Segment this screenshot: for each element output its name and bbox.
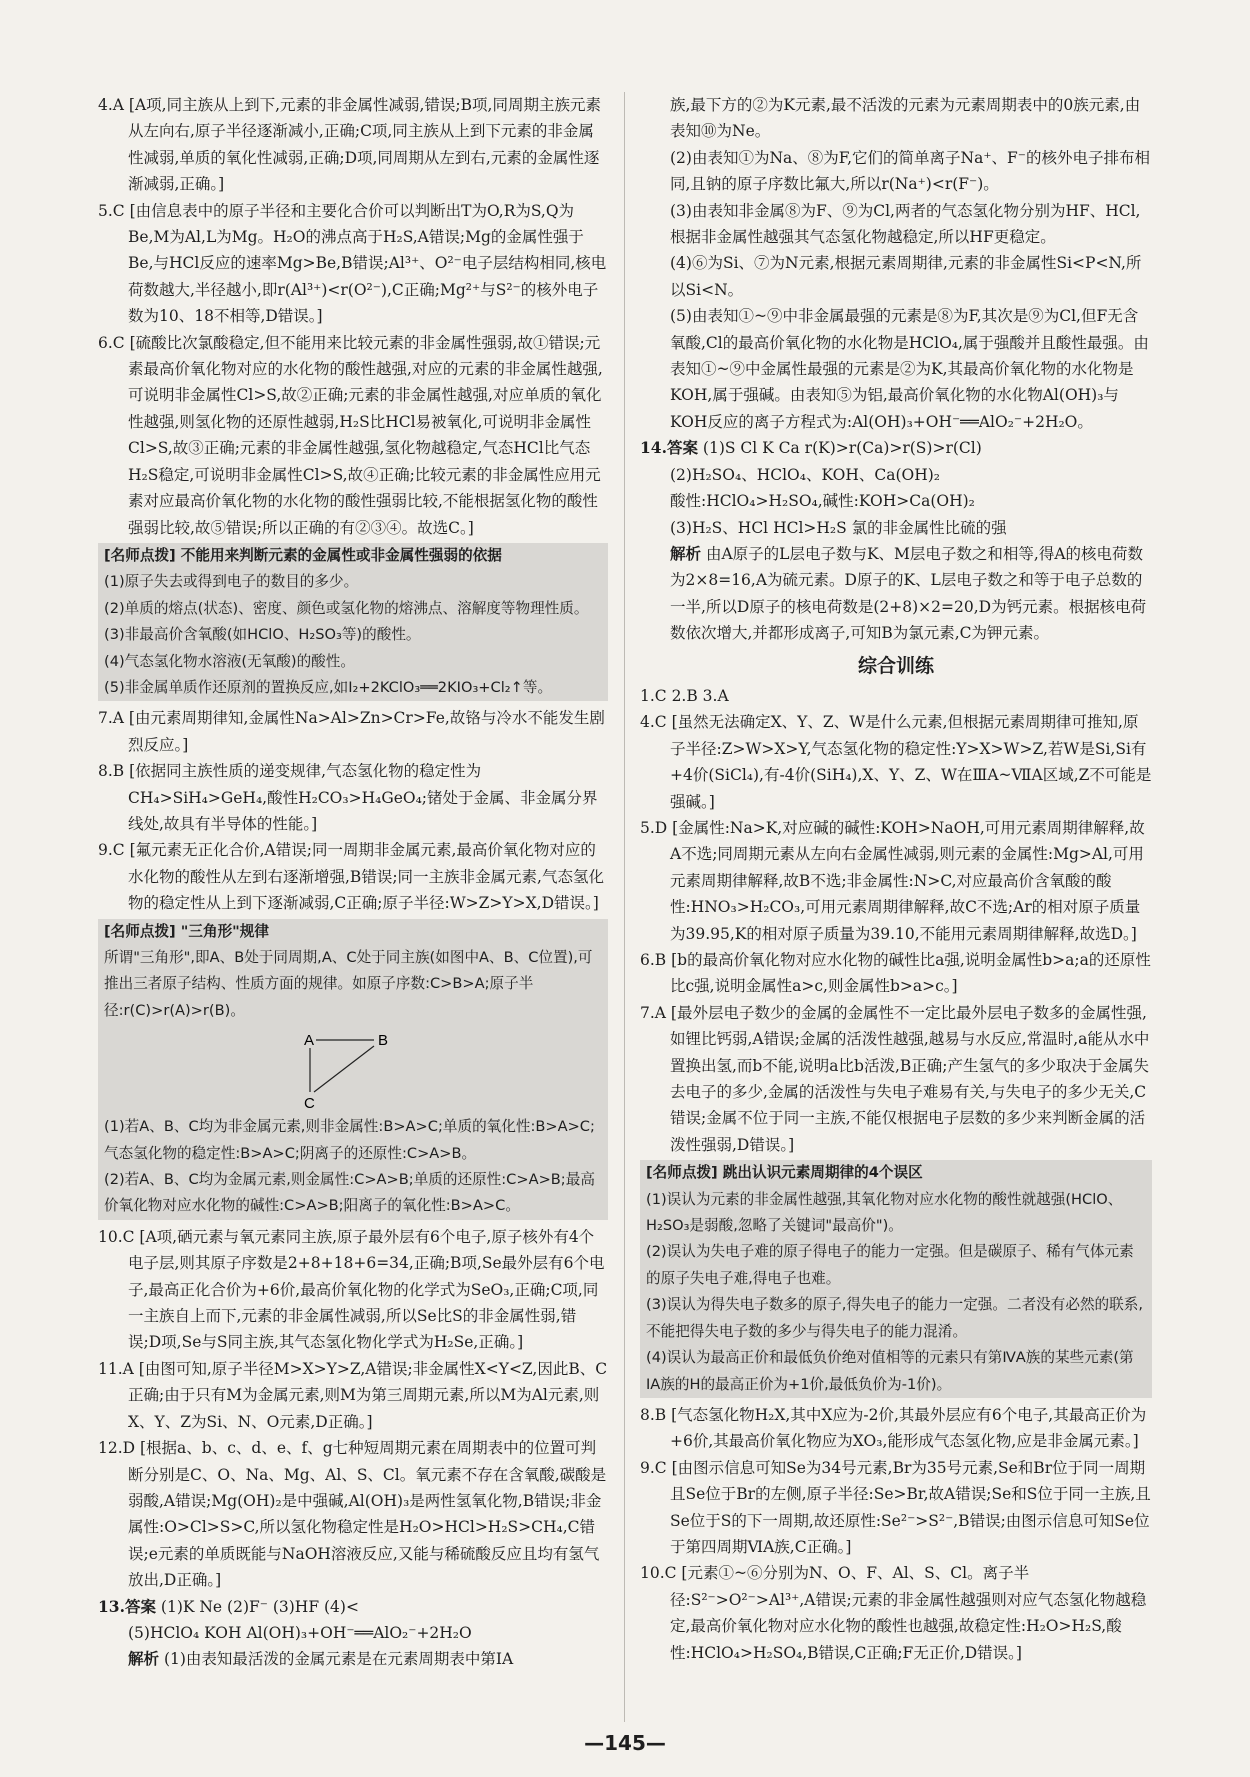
tip-box-misconceptions xyxy=(640,1160,1152,1398)
page-number: —145— xyxy=(584,1731,666,1755)
tip-line: (3)非最高价含氧酸(如HClO、H₂SO₃等)的酸性。 xyxy=(104,626,421,644)
tip-box-title: [名师点拨] 不能用来判断元素的金属性或非金属性强弱的依据 xyxy=(104,546,502,564)
answer-14-part1: (1)S Cl K Ca r(K)>r(Ca)>r(S)>r(Cl) xyxy=(702,439,982,458)
right-column xyxy=(640,92,1152,1666)
triangle-label-b: B xyxy=(378,1032,389,1050)
answer-14-line: (3)H₂S、HCl HCl>H₂S 氯的非金属性比硫的强 xyxy=(670,518,1007,537)
tip-intro: 所谓"三角形",即A、B处于同周期,A、C处于同主族(如图中A、B、C位置),可推出三者原子结构、性质方面的规律。如原子序数:C>B>A;原子半径:r(C)>r(A)>r(B)。 xyxy=(104,949,593,1019)
answer-14-line: 酸性:HClO₄>H₂SO₄,碱性:KOH>Ca(OH)₂ xyxy=(670,492,975,511)
analysis-label: 解析 xyxy=(128,1649,160,1669)
answer-13-continued: (3)由表知非金属⑧为F、⑨为Cl,两者的气态氢化物分别为HF、HCl,根据非金属性越强其气态氢化物越稳定,所以HF更稳定。 xyxy=(670,201,1141,247)
answer-13-continued: (5)由表知①~⑨中非金属最强的元素是⑧为F,其次是⑨为Cl,但F无含氧酸,Cl的最高价氧化物的水化物是HClO₄,属于强酸并且酸性最强。由表知①~⑨中金属性最强的元素是②为K,其最高价氧化物的水化物是KOH,属于强碱。由表知⑤为铝,最高价氧化物的水化物Al(OH)₃与KOH反应的离子方程式为:Al(OH)₃+OH⁻══AlO₂⁻+2H₂O。 xyxy=(670,307,1149,431)
answer-13-continued: (4)⑥为Si、⑦为N元素,根据元素周期律,元素的非金属性Si<P<N,所以Si<N。 xyxy=(670,254,1142,299)
answer-8: 8.B [依据同主族性质的递变规律,气态氢化物的稳定性为CH₄>SiH₄>GeH₄,酸性H₂CO₃>H₄GeO₄;锗处于金属、非金属分界线处,故具有半导体的性能。] xyxy=(98,762,598,833)
section-title: 综合训练 xyxy=(857,654,934,677)
tip-box-triangle-rule xyxy=(98,919,608,1220)
analysis-text: 由A原子的L层电子数与K、M层电子数之和相等,得A的核电荷数为2×8=16,A为硫元素。D原子的K、L层电子数之和等于电子总数的一半,所以D原子的核电荷数是(2+8)×2=20,D为钙元素。根据核电荷数依次增大,并都形成离子,可知B为氯元素,C为钾元素。 xyxy=(670,544,1147,643)
answer-13-continued: (2)由表知①为Na、⑧为F,它们的简单离子Na⁺、F⁻的核外电子排布相同,且钠的原子序数比氟大,所以r(Na⁺)<r(F⁻)。 xyxy=(670,148,1150,194)
tip-box-judgement-basis xyxy=(98,543,608,701)
tip-line: (2)若A、B、C均为金属元素,则金属性:C>A>B;单质的还原性:C>A>B;最高价氧化物对应水化物的碱性:C>A>B;阳离子的氧化性:B>A>C。 xyxy=(104,1171,595,1215)
column-divider xyxy=(624,92,625,1722)
tip-line: (2)误认为失电子难的原子得电子的能力一定强。但是碳原子、稀有气体元素的原子失电子难,得电子也难。 xyxy=(646,1243,1134,1287)
answer-13-line2: (5)HClO₄ KOH Al(OH)₃+OH⁻══AlO₂⁻+2H₂O xyxy=(128,1623,472,1642)
tip-line: (5)非金属单质作还原剂的置换反应,如I₂+2KClO₃══2KIO₃+Cl₂↑等。 xyxy=(104,678,553,696)
tip-line: (1)若A、B、C均为非金属元素,则非金属性:B>A>C;单质的氧化性:B>A>C;气态氢化物的稳定性:B>A>C;阴离子的还原性:C>A>B。 xyxy=(104,1118,595,1162)
answer-6: 6.C [硫酸比次氯酸稳定,但不能用来比较元素的非金属性强弱,故①错误;元素最高价氧化物对应的水化物的酸性越强,对应的元素的非金属性越强,可说明非金属性Cl>S,故②正确;元素的非金属性越强,对应单质的氧化性越强,则氢化物的还原性越弱,H₂S比HCl易被氧化,可说明非金属性Cl>S,故③正确;元素的非金属性越强,氢化物越稳定,气态HCl比气态H₂S稳定,可说明非金属性Cl>S,故④正确;比较元素的非金属性应用元素对应最高价氧化物的水化物的酸性强弱比较,不能根据氢化物的酸性强弱比较,故⑤错误;所以正确的有②③④。故选C。] xyxy=(98,333,603,537)
answer-14-analysis xyxy=(640,541,1152,647)
tip-box-title: [名师点拨] "三角形"规律 xyxy=(104,922,269,940)
left-column xyxy=(98,92,608,1673)
answer-14-line1 xyxy=(640,435,1152,461)
answer-s7: 7.A [最外层电子数少的金属的金属性不一定比最外层电子数多的金属性强,如锂比钙弱,A错误;金属的活泼性越强,越易与水反应,常温时,a能从水中置换出氢,而b不能,说明a比b活泼,B正确;产生氢气的多少取决于金属失去电子的多少,金属的活泼性与失电子难易有关,与失电子的多少无关,C错误;金属不位于同一主族,不能仅根据电子层数的多少来判断金属的活泼性强弱,D错误。] xyxy=(640,1003,1150,1154)
triangle-label-a: A xyxy=(304,1032,315,1050)
answer-10: 10.C [A项,硒元素与氧元素同主族,原子最外层有6个电子,原子核外有4个电子层,则其原子序数是2+8+18+6=34,正确;B项,Se最外层有6个电子,最高正化合价为+6价,最高价氧化物的化学式为SeO₃,正确;C项,同一主族自上而下,元素的非金属性减弱,所以Se比S的非金属性弱,错误;D项,Se与S同主族,其气态氢化物化学式为H₂Se,正确。] xyxy=(98,1227,605,1352)
answer-12: 12.D [根据a、b、c、d、e、f、g七种短周期元素在周期表中的位置可判断分别是C、O、Na、Mg、Al、S、Cl。氧元素不存在含氧酸,碳酸是弱酸,A错误;Mg(OH)₂是中强碱,Al(OH)₃是两性氢氧化物,B错误;非金属性:O>Cl>S>C,所以氢化物稳定性是H₂O>HCl>H₂S>CH₄,C错误;e元素的单质既能与NaOH溶液反应,又能与稀硫酸反应且均有氢气放出,D正确。] xyxy=(98,1439,607,1590)
answer-14-label: 14.答案 xyxy=(640,438,698,458)
tip-line: (3)误认为得失电子数多的原子,得失电子的能力一定强。二者没有必然的联系,不能把得失电子数的多少与得失电子的能力混淆。 xyxy=(646,1296,1143,1340)
answer-s5: 5.D [金属性:Na>K,对应碱的碱性:KOH>NaOH,可用元素周期律解释,故A不选;同周期元素从左向右金属性减弱,则元素的金属性:Mg>Al,可用元素周期律解释,故B不选;非金属性:N>C,对应最高价含氧酸的酸性:HNO₃>H₂CO₃,可用元素周期律解释,故C不选;Ar的相对原子质量为39.95,K的相对原子质量为39.10,不能用元素周期律解释,故选D。] xyxy=(640,818,1145,943)
answer-14-line: (2)H₂SO₄、HClO₄、KOH、Ca(OH)₂ xyxy=(670,465,941,484)
answer-13-continued: 族,最下方的②为K元素,最不活泼的元素为元素周期表中的0族元素,由表知⑩为Ne。 xyxy=(670,96,1141,141)
answer-9: 9.C [氟元素无正化合价,A错误;同一周期非金属元素,最高价氧化物对应的水化物的酸性从左到右逐渐增强,B错误;同一主族非金属元素,气态氢化物的稳定性从上到下逐渐减弱,C正确;原子半径:W>Z>Y>X,D错误。] xyxy=(98,841,604,913)
answer-s9: 9.C [由图示信息可知Se为34号元素,Br为35号元素,Se和Br位于同一周期且Se位于Br的左侧,原子半径:Se>Br,故A错误;Se和S位于同一主族,且Se位于S的下一周期,故还原性:Se²⁻>S²⁻,B错误;由图示信息可知Se位于第四周期ⅥA族,C正确。] xyxy=(640,1458,1151,1556)
tip-box-title: [名师点拨] 跳出认识元素周期律的4个误区 xyxy=(646,1164,923,1182)
answer-5: 5.C [由信息表中的原子半径和主要化合价可以判断出T为O,R为S,Q为Be,M为Al,L为Mg。H₂O的沸点高于H₂S,A错误;Mg的金属性强于Be,与HCl反应的速率Mg>Be,B错误;Al³⁺、O²⁻电子层结构相同,核电荷数越大,半径越小,即r(Al³⁺)<r(O²⁻),C正确;Mg²⁺与S²⁻的核外电子数为10、18不相等,D错误。] xyxy=(98,201,607,326)
tip-line: (4)气态氢化物水溶液(无氧酸)的酸性。 xyxy=(104,652,355,670)
answer-4: 4.A [A项,同主族从上到下,元素的非金属性减弱,错误;B项,同周期主族元素从左向右,原子半径逐渐减小,正确;C项,同主族从上到下元素的非金属性减弱,单质的氧化性减弱,正确;D项,同周期从左到右,元素的金属性逐渐减弱,正确。] xyxy=(98,96,601,194)
answer-s6: 6.B [b的最高价氧化物对应水化物的碱性比a强,说明金属性b>a;a的还原性比c强,说明金属性a>c,则金属性b>a>c。] xyxy=(640,951,1151,996)
tip-line: (4)误认为最高正价和最低负价绝对值相等的元素只有第ⅣA族的某些元素(第ⅠA族的H的最高正价为+1价,最低负价为-1价)。 xyxy=(646,1349,1134,1393)
triangle-diagram xyxy=(294,1026,404,1112)
answer-s10: 10.C [元素①~⑥分别为N、O、F、Al、S、Cl。离子半径:S²⁻>O²⁻>Al³⁺,A错误;元素的非金属性越强则对应气态氢化物越稳定,最高价氧化物对应水化物的酸性也越强,故稳定性:H₂O>H₂S,酸性:HClO₄>H₂SO₄,B错误,C正确;F无正价,D错误。] xyxy=(640,1564,1147,1662)
answer-11: 11.A [由图可知,原子半径M>X>Y>Z,A错误;非金属性X<Y<Z,因此B、C正确;由于只有M为金属元素,则M为第三周期元素,所以M为Al元素,则X、Y、Z为Si、N、O元素,D正确。] xyxy=(98,1359,608,1431)
analysis-label: 解析 xyxy=(670,543,702,563)
answer-s8: 8.B [气态氢化物H₂X,其中X应为-2价,其最外层应有6个电子,其最高正价为+6价,其最高价氧化物应为XO₃,能形成气态氢化物,应是非金属元素。] xyxy=(640,1405,1147,1451)
answer-13-label: 13.答案 xyxy=(98,1596,156,1616)
answer-7: 7.A [由元素周期律知,金属性Na>Al>Zn>Cr>Fe,故铬与冷水不能发生剧烈反应。] xyxy=(98,709,605,754)
answer-13-analysis xyxy=(98,1646,608,1672)
answer-s4: 4.C [虽然无法确定X、Y、Z、W是什么元素,但根据元素周期律可推知,原子半径:Z>W>X>Y,气态氢化物的稳定性:Y>X>W>Z,若W是Si,Si有+4价(SiCl₄),有-4价(SiH₄),X、Y、Z、W在ⅢA~ⅦA区域,Z不可能是强碱。] xyxy=(640,713,1152,811)
answer-13-line1 xyxy=(98,1594,608,1620)
analysis-text: (1)由表知最活泼的金属元素是在元素周期表中第ⅠA xyxy=(163,1650,514,1669)
tip-line: (1)误认为元素的非金属性越强,其氧化物对应水化物的酸性就越强(HClO、H₂SO₃是弱酸,忽略了关键词"最高价")。 xyxy=(646,1190,1123,1235)
tip-line: (2)单质的熔点(状态)、密度、颜色或氢化物的熔沸点、溶解度等物理性质。 xyxy=(104,599,589,617)
triangle-label-c: C xyxy=(304,1095,315,1113)
answer-s1-3: 1.C 2.B 3.A xyxy=(640,686,729,705)
tip-line: (1)原子失去或得到电子的数目的多少。 xyxy=(104,573,359,591)
answer-13-part1: (1)K Ne (2)F⁻ (3)HF (4)< xyxy=(160,1597,359,1616)
